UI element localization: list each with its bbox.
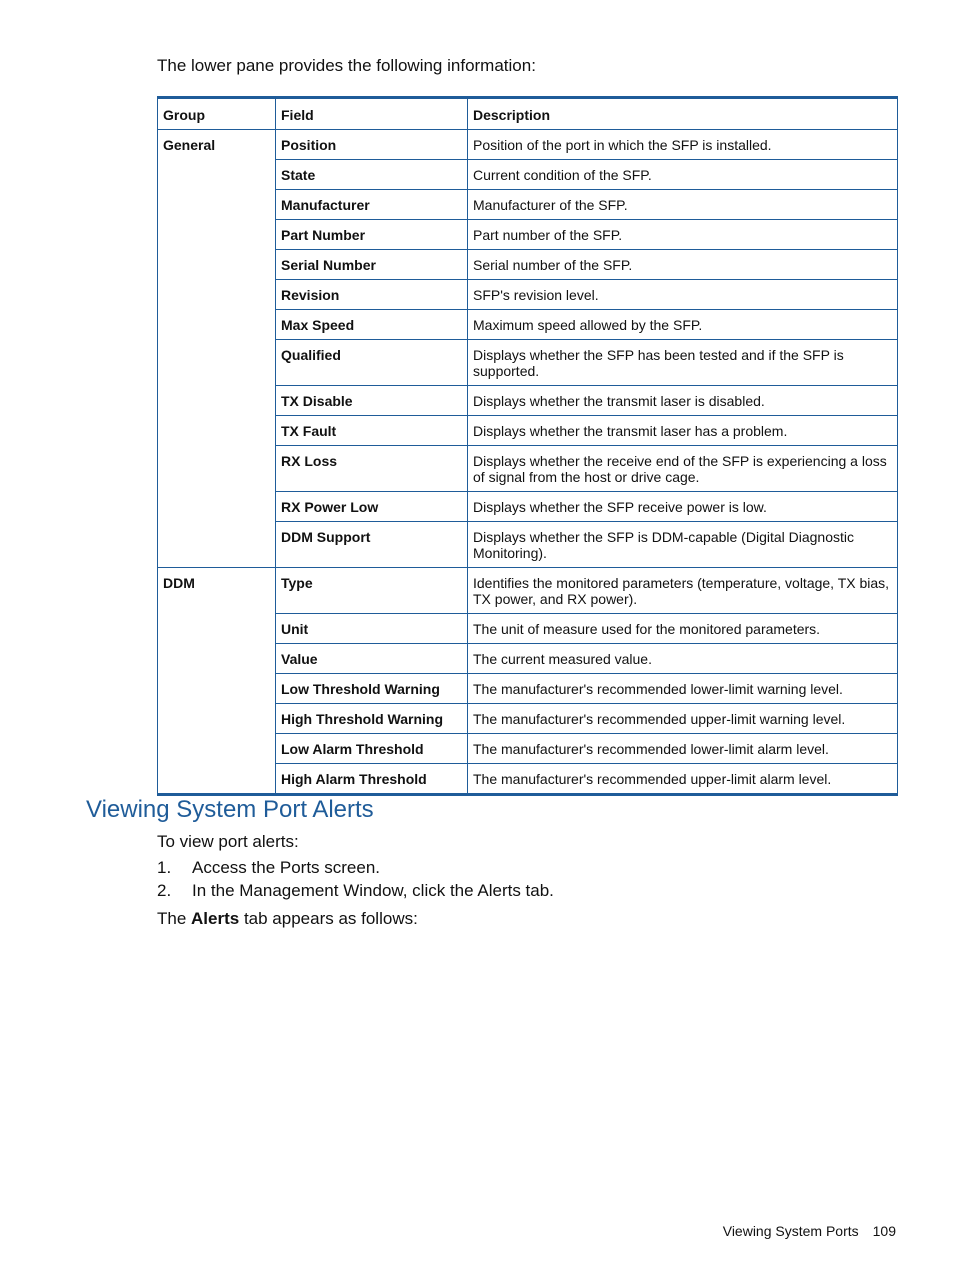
page-footer bbox=[723, 1222, 896, 1240]
step-item bbox=[157, 856, 554, 879]
description-cell: Manufacturer of the SFP. bbox=[468, 190, 898, 220]
description-cell: SFP's revision level. bbox=[468, 280, 898, 310]
description-cell: The current measured value. bbox=[468, 644, 898, 674]
field-cell: High Alarm Threshold bbox=[276, 764, 468, 795]
group-cell: General bbox=[158, 130, 276, 568]
description-cell: Displays whether the SFP receive power is low. bbox=[468, 492, 898, 522]
field-cell: Serial Number bbox=[276, 250, 468, 280]
description-cell: Current condition of the SFP. bbox=[468, 160, 898, 190]
description-cell: Displays whether the transmit laser has a problem. bbox=[468, 416, 898, 446]
field-cell: Type bbox=[276, 568, 468, 614]
field-cell: Low Alarm Threshold bbox=[276, 734, 468, 764]
description-cell: Displays whether the transmit laser is disabled. bbox=[468, 386, 898, 416]
description-cell: The manufacturer's recommended lower-limit alarm level. bbox=[468, 734, 898, 764]
table-body bbox=[158, 130, 898, 795]
closing-suffix: tab appears as follows: bbox=[239, 909, 418, 928]
description-cell: The unit of measure used for the monitored parameters. bbox=[468, 614, 898, 644]
page-number: 109 bbox=[872, 1223, 896, 1239]
table-header-row bbox=[158, 98, 898, 130]
field-cell: TX Fault bbox=[276, 416, 468, 446]
field-cell: Unit bbox=[276, 614, 468, 644]
field-cell: State bbox=[276, 160, 468, 190]
field-cell: TX Disable bbox=[276, 386, 468, 416]
field-cell: DDM Support bbox=[276, 522, 468, 568]
field-cell: Qualified bbox=[276, 340, 468, 386]
field-cell: Revision bbox=[276, 280, 468, 310]
header-group: Group bbox=[158, 98, 276, 130]
group-cell: DDM bbox=[158, 568, 276, 795]
step-text: Access the Ports screen. bbox=[192, 858, 381, 877]
description-cell: Displays whether the SFP has been tested and if the SFP is supported. bbox=[468, 340, 898, 386]
description-cell: Part number of the SFP. bbox=[468, 220, 898, 250]
description-cell: Maximum speed allowed by the SFP. bbox=[468, 310, 898, 340]
step-number: 1. bbox=[157, 858, 172, 877]
field-cell: Value bbox=[276, 644, 468, 674]
header-field: Field bbox=[276, 98, 468, 130]
field-cell: Max Speed bbox=[276, 310, 468, 340]
step-number: 2. bbox=[157, 881, 172, 900]
footer-title: Viewing System Ports bbox=[722, 1223, 859, 1239]
intro-text: The lower pane provides the following information: bbox=[157, 56, 536, 75]
closing-prefix: The bbox=[157, 909, 192, 928]
description-cell: The manufacturer's recommended upper-limit alarm level. bbox=[468, 764, 898, 795]
description-cell: The manufacturer's recommended lower-limit warning level. bbox=[468, 674, 898, 704]
step-text: In the Management Window, click the Alerts tab. bbox=[192, 881, 554, 900]
field-cell: Manufacturer bbox=[276, 190, 468, 220]
closing-text bbox=[157, 908, 418, 930]
alerts-tab-name: Alerts bbox=[191, 909, 240, 928]
field-cell: Position bbox=[276, 130, 468, 160]
table-row bbox=[158, 130, 898, 160]
table-row bbox=[158, 568, 898, 614]
description-cell: Displays whether the receive end of the SFP is experiencing a loss of signal from the host or drive cage. bbox=[468, 446, 898, 492]
description-cell: Serial number of the SFP. bbox=[468, 250, 898, 280]
description-cell: Position of the port in which the SFP is installed. bbox=[468, 130, 898, 160]
field-cell: Low Threshold Warning bbox=[276, 674, 468, 704]
field-cell: Part Number bbox=[276, 220, 468, 250]
step-item bbox=[157, 879, 554, 902]
field-cell: High Threshold Warning bbox=[276, 704, 468, 734]
sfp-info-table bbox=[157, 96, 898, 796]
description-cell: The manufacturer's recommended upper-limit warning level. bbox=[468, 704, 898, 734]
field-cell: RX Power Low bbox=[276, 492, 468, 522]
header-description: Description bbox=[468, 98, 898, 130]
steps-list bbox=[157, 856, 554, 902]
field-cell: RX Loss bbox=[276, 446, 468, 492]
section-heading: Viewing System Port Alerts bbox=[86, 796, 374, 823]
description-cell: Displays whether the SFP is DDM-capable (Digital Diagnostic Monitoring). bbox=[468, 522, 898, 568]
section-lead: To view port alerts: bbox=[157, 832, 299, 851]
description-cell: Identifies the monitored parameters (temperature, voltage, TX bias, TX power, and RX power). bbox=[468, 568, 898, 614]
